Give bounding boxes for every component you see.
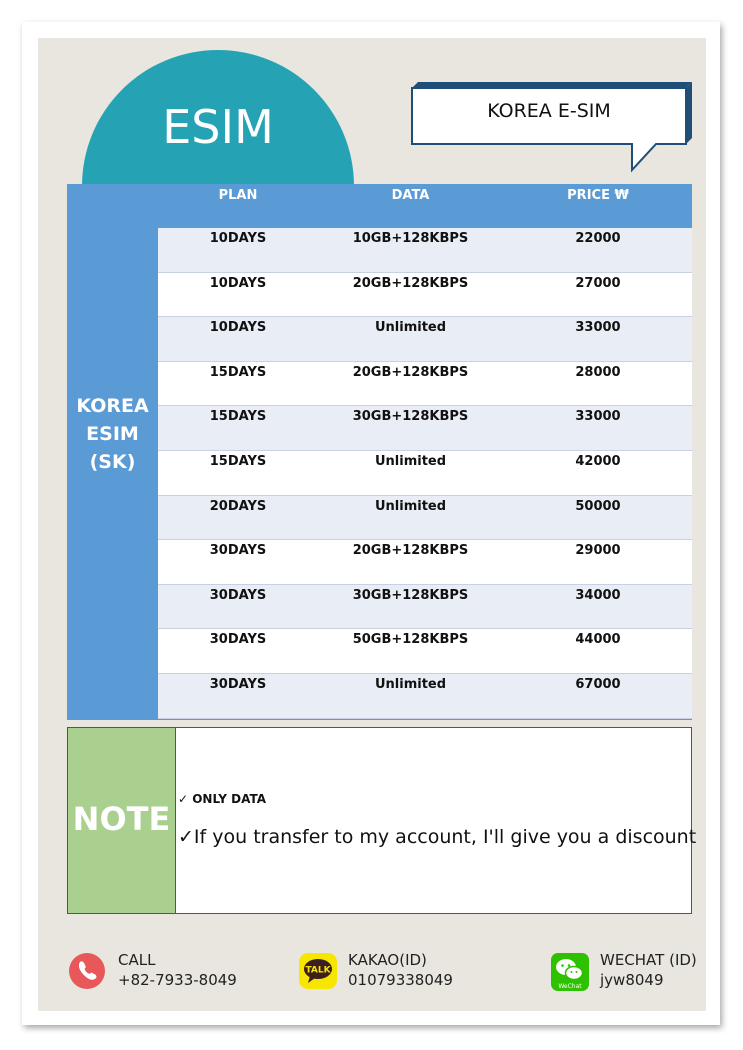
contact-kakao-text — [348, 950, 453, 990]
data-cell: Unlimited — [374, 453, 447, 469]
column-header-plan: PLAN — [218, 188, 258, 203]
price-cell: 33000 — [575, 320, 621, 336]
data-cell: Unlimited — [374, 498, 447, 514]
table-row — [158, 674, 692, 719]
price-cell: 42000 — [575, 453, 621, 469]
table-side-label — [67, 392, 158, 476]
price-cell: 44000 — [575, 632, 621, 648]
contact-wechat-label: WECHAT (ID) — [600, 951, 697, 969]
price-cell: 28000 — [575, 364, 621, 380]
phone-icon — [68, 952, 106, 990]
contact-wechat-text — [600, 950, 697, 990]
plan-cell: 10DAYS — [209, 320, 267, 336]
side-label-line: ESIM — [86, 423, 139, 445]
kakaotalk-icon — [298, 952, 338, 990]
table-row — [158, 317, 692, 362]
table-row — [158, 585, 692, 630]
esim-title: ESIM — [162, 100, 274, 154]
contact-call-value: +82-7933-8049 — [118, 971, 237, 989]
poster-page — [38, 38, 706, 1011]
table-row — [158, 273, 692, 318]
plan-cell: 15DAYS — [209, 453, 267, 469]
price-cell: 67000 — [575, 676, 621, 692]
note-line-only-data: ✓ ONLY DATA — [178, 792, 266, 806]
note-line-discount: ✓If you transfer to my account, I'll give you a discount — [178, 826, 697, 848]
plan-cell: 30DAYS — [209, 632, 267, 648]
table-row — [158, 406, 692, 451]
data-cell: 30GB+128KBPS — [352, 409, 469, 425]
contact-call-label: CALL — [118, 951, 156, 969]
plan-cell: 30DAYS — [209, 676, 267, 692]
table-header — [67, 184, 692, 228]
price-cell: 34000 — [575, 587, 621, 603]
price-cell: 27000 — [575, 275, 621, 291]
plan-cell: 30DAYS — [209, 543, 267, 559]
note-title: NOTE — [72, 800, 171, 838]
data-cell: 20GB+128KBPS — [352, 543, 469, 559]
table-row — [158, 540, 692, 585]
data-cell: 30GB+128KBPS — [352, 587, 469, 603]
side-label-line: KOREA — [76, 395, 149, 417]
callout-label: KOREA E-SIM — [487, 100, 611, 122]
note-box — [67, 727, 697, 914]
contact-wechat-value: jyw8049 — [600, 971, 664, 989]
table-row — [158, 629, 692, 674]
table-row — [158, 451, 692, 496]
contact-call-text — [118, 950, 237, 990]
price-cell: 33000 — [575, 409, 621, 425]
plan-cell: 30DAYS — [209, 587, 267, 603]
column-header-data: DATA — [391, 188, 430, 203]
note-side-panel — [68, 728, 176, 913]
column-header-price: PRICE ₩ — [567, 188, 629, 203]
side-label-line: (SK) — [89, 451, 136, 473]
plan-cell: 10DAYS — [209, 231, 267, 246]
contact-kakao-label: KAKAO(ID) — [348, 951, 427, 969]
data-cell: Unlimited — [374, 676, 447, 692]
data-cell: 20GB+128KBPS — [352, 275, 469, 291]
plan-cell: 15DAYS — [209, 364, 267, 380]
plan-cell: 15DAYS — [209, 409, 267, 425]
contact-kakao-value: 01079338049 — [348, 971, 453, 989]
table-row — [158, 496, 692, 541]
table-body — [158, 228, 692, 719]
data-cell: 50GB+128KBPS — [352, 632, 469, 648]
plan-cell: 10DAYS — [209, 275, 267, 291]
plan-cell: 20DAYS — [209, 498, 267, 514]
table-row — [158, 362, 692, 407]
wechat-icon — [550, 952, 590, 992]
price-cell: 22000 — [575, 231, 621, 246]
data-cell: 10GB+128KBPS — [352, 231, 469, 246]
price-cell: 29000 — [575, 543, 621, 559]
kakaotalk-icon-text: TALK — [305, 965, 331, 976]
table-row — [158, 228, 692, 273]
data-cell: Unlimited — [374, 320, 447, 336]
price-cell: 50000 — [575, 498, 621, 514]
data-cell: 20GB+128KBPS — [352, 364, 469, 380]
wechat-icon-text: WeChat — [558, 983, 582, 990]
